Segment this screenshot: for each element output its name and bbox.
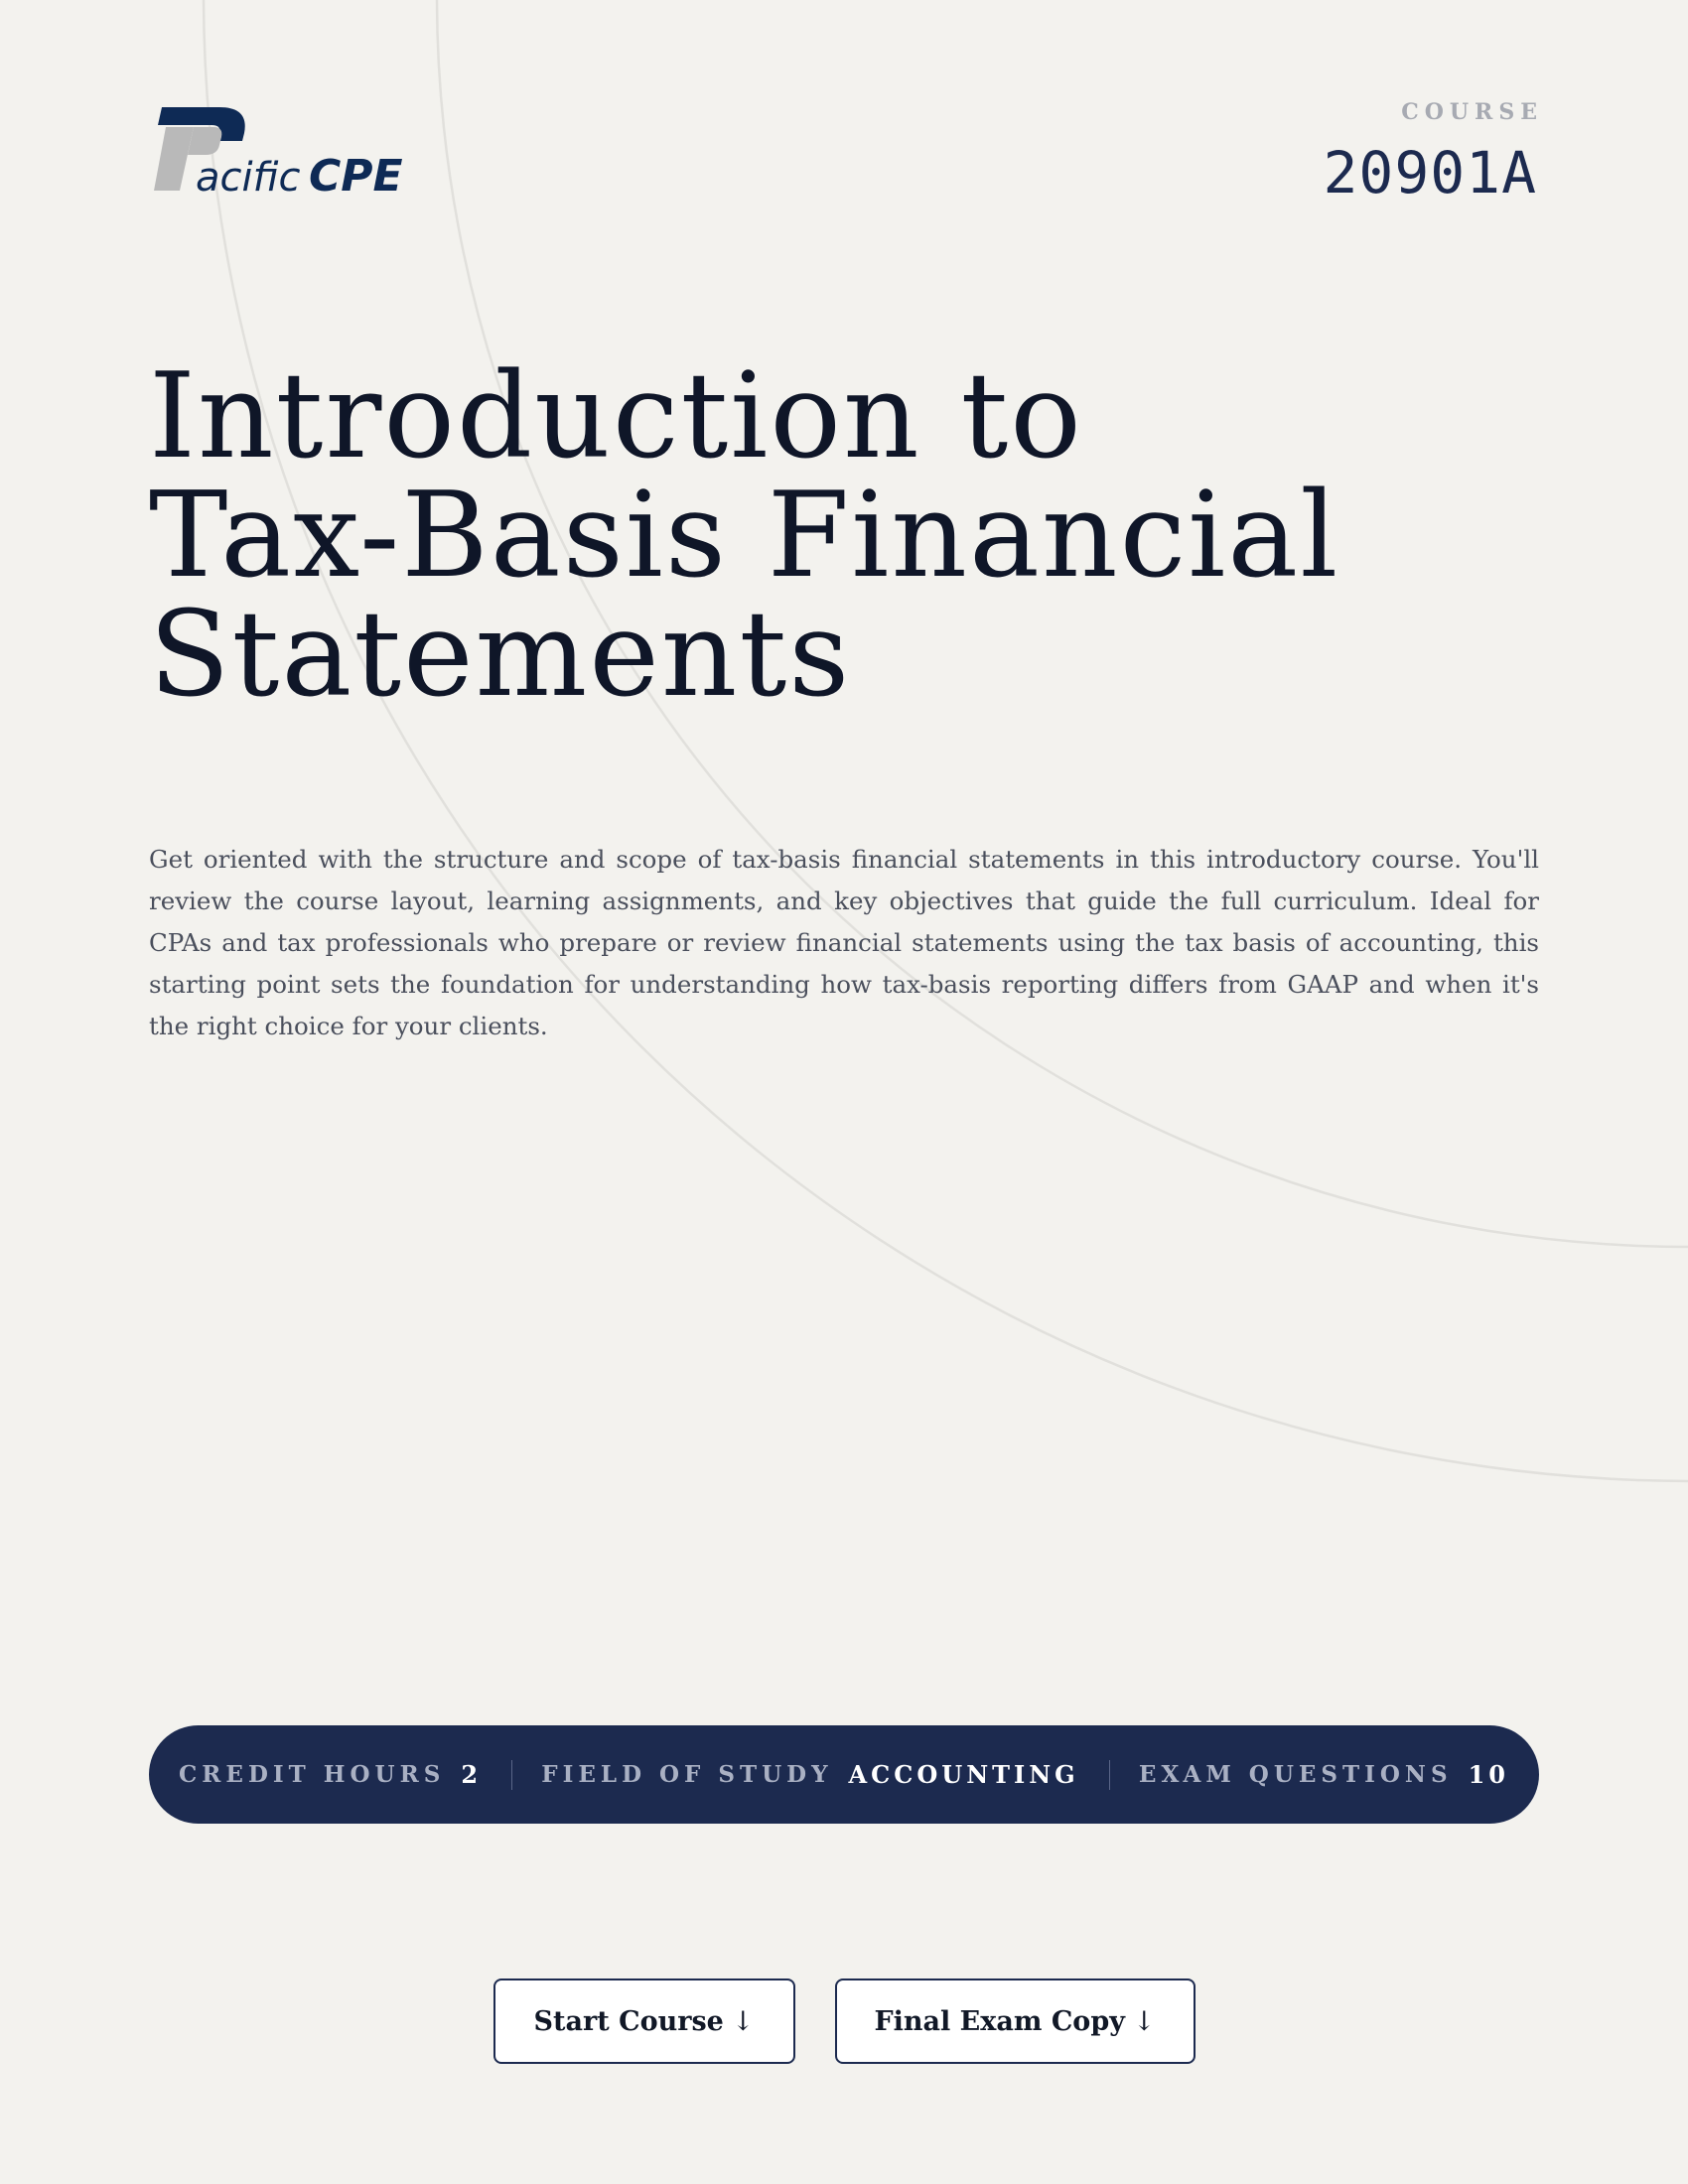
course-label: COURSE <box>1401 99 1543 125</box>
action-buttons <box>0 1979 1688 2064</box>
field-of-study-stat <box>511 1760 1108 1789</box>
exam-questions-stat <box>1109 1760 1539 1789</box>
credit-hours-label: CREDIT HOURS <box>179 1761 446 1788</box>
svg-text:acific: acific <box>196 155 301 197</box>
course-title <box>149 348 1390 724</box>
start-course-button[interactable] <box>493 1979 795 2064</box>
credit-hours-value: 2 <box>461 1760 483 1789</box>
start-course-label: Start Course <box>533 2005 724 2037</box>
pacificcpe-logo <box>154 105 402 197</box>
field-of-study-value: ACCOUNTING <box>848 1760 1079 1789</box>
svg-text:CPE: CPE <box>309 151 402 197</box>
final-exam-copy-button[interactable] <box>835 1979 1196 2064</box>
course-description: Get oriented with the structure and scope of tax-basis financial statements in this introductory course. You'll review the course layout, learning assignments, and key objectives that guide the full curriculum. Ideal for CPAs and tax professionals who prepare or review financial statements using the tax basis of accounting, this starting point sets the foundation for understanding how tax-basis reporting differs from GAAP and when it's the right choice for your clients. <box>149 845 1539 1040</box>
arrow-down-icon: ↓ <box>731 2005 755 2037</box>
exam-questions-label: EXAM QUESTIONS <box>1138 1761 1453 1788</box>
course-info <box>1323 99 1543 206</box>
exam-questions-value: 10 <box>1468 1760 1509 1789</box>
credit-hours-stat <box>149 1760 511 1789</box>
title-line-1: Introduction to <box>149 348 1083 485</box>
course-code: 20901A <box>1323 139 1537 206</box>
arrow-down-icon: ↓ <box>1132 2005 1156 2037</box>
final-exam-copy-label: Final Exam Copy <box>874 2005 1125 2037</box>
course-stats-bar <box>149 1725 1539 1824</box>
title-line-3: Statements <box>149 587 852 724</box>
title-line-2: Tax-Basis Financial <box>149 468 1340 605</box>
field-of-study-label: FIELD OF STUDY <box>541 1761 833 1788</box>
